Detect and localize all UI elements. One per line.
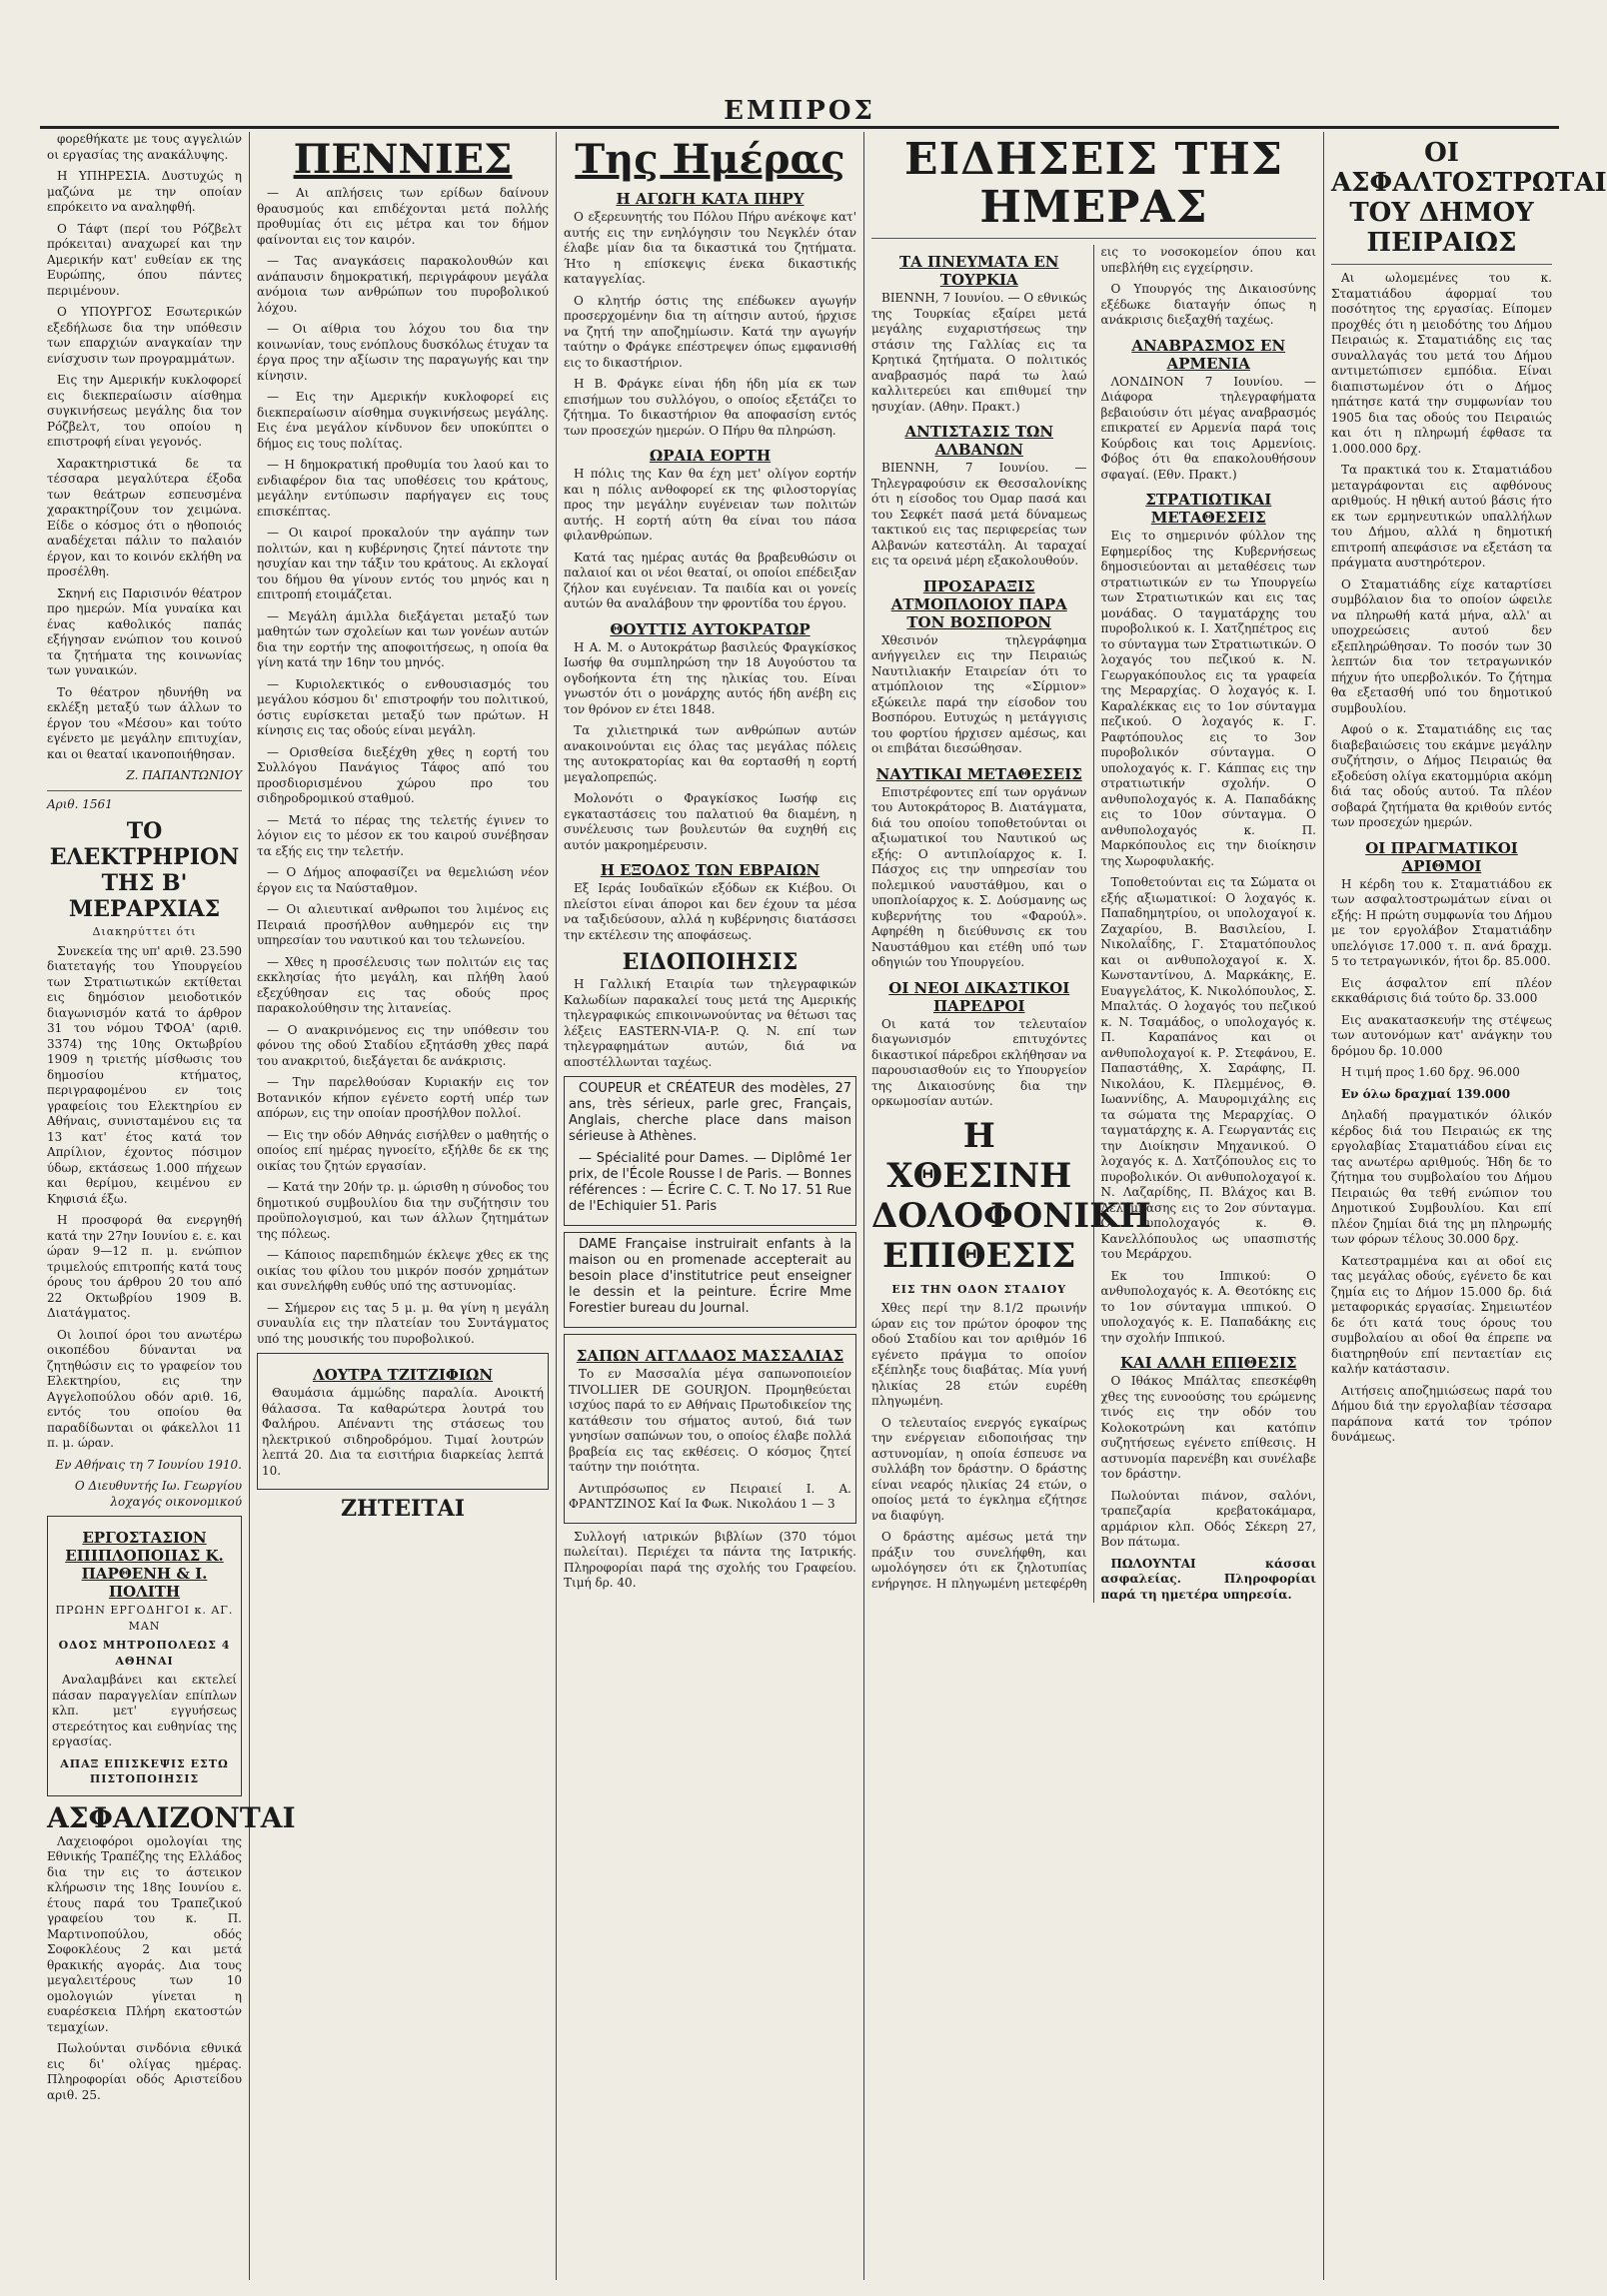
notice-number: Αριθ. 1561 — [47, 796, 113, 811]
article-paragraph: Ο δράστης αμέσως μετά την πράξιν του συνελήφθη, και ωμολόγησεν ότι εκ ζηλοτυπίας ενήργησε. Η πληγωμένη μετεφέρθη εις το νοσοκομείον όπου και υπεβλήθη εις εγχείρησιν. — [871, 245, 1316, 1591]
section-title: ΠΕΝΝΙΕΣ — [293, 136, 513, 183]
column-5 — [1324, 132, 1607, 2280]
ad-text: Πωλούνται σινδόνια εθνικά εις δι' ολίγας ημέρας. Πληροφορίαι οδός Αριστείδου αριθ. 25. — [47, 2041, 242, 2102]
table-row: Εις άσφαλτον επί πλέον εκκαθάρισις διά τούτο δρ. 33.000 — [1331, 975, 1552, 1005]
divider — [47, 790, 242, 791]
article-paragraph: Η κέρδη του κ. Σταματιάδου εκ των ασφαλτοστρωμάτων είναι οι εξής: Η πρώτη συμφωνία του Δήμου με τον εργολάβον Σταματιάδην υπελόγισε 17.000 τ. π. ανά δραχμ. 5 το τετραγωνικόν, ήτοι δρ. 85.000. — [1331, 876, 1552, 968]
article-title: ΑΝΑΒΡΑΣΜΟΣ ΕΝ ΑΡΜΕΝΙΑ — [1131, 336, 1286, 373]
article-title: ΠΡΟΣΑΡΑΞΙΣ ΑΤΜΟΠΛΟΙΟΥ ΠΑΡΑ ΤΟΝ ΒΟΣΠΟΡΟΝ — [890, 576, 1067, 631]
article-paragraph: Το θέατρον ηδυνήθη να εκλέξη μεταξύ των άλλων το έργον του «Μέσου» και τούτο εγένετο με μεγάλην επιτυχίαν, και οι θεαταί ικανοποιήθησαν. — [47, 684, 242, 761]
ad-title: ΕΡΓΟΣΤΑΣΙΟΝ ΕΠΙΠΛΟΠΟΙΙΑΣ Κ. ΠΑΡΘΕΝΗ & Ι. ΠΟΛΙΤΗ — [65, 1529, 224, 1601]
ad-title: ΣΑΠΩΝ ΑΓΓΛΔΑΟΣ ΜΑΣΣΑΛΙΑΣ — [576, 1347, 844, 1365]
article-paragraph: Ο Τάφτ (περί του Ρόζβελτ πρόκειται) αναχωρεί και την Αμερικήν κατ' ευθείαν εκ της Ευρώπης, όπου πάντες περιμένουν. — [47, 221, 242, 298]
news-item: — Ορισθείσα διεξέχθη χθες η εορτή του Συλλόγου Πανάγιος Τάφος από του προσδιορισμένου χώρου προ του σιδηροδρομικού σταθμού. — [257, 744, 549, 805]
news-item: — Κάποιος παρεπιδημών έκλεψε χθες εκ της οικίας του φίλου του μικρόν ποσόν χρημάτων και συνελήφθη ευθύς υπό της αστυνομίας. — [257, 1248, 549, 1293]
columns — [40, 132, 1607, 2280]
article-title: ΑΝΤΙΣΤΑΣΙΣ ΤΩΝ ΑΛΒΑΝΩΝ — [904, 423, 1054, 459]
ad-subtitle: ΠΡΩΗΝ ΕΡΓΟΔΗΓΟΙ κ. ΑΓ. ΜΑΝ — [55, 1604, 234, 1633]
news-item: — Ο Δήμος αποφασίζει να θεμελιώση νέον έργον εις τα Ναύσταθμον. — [257, 865, 549, 895]
article-paragraph: Δηλαδή πραγματικόν όλικόν κέρδος διά του Πειραιώς εκ της εργολαβίας Σταματιάδου είναι εις τας ανωτέρω αριθμούς. Ήδη δε το ζήτημα του συμβολαίου του Δήμου Πειραιώς θα τεθή ενώπιον του Δημοτικού Συμβουλίου. Και επί πλέον ζημίαι διά της μη πληρωμής των φόρων τέλους 30.000 δρχ. — [1331, 1108, 1552, 1246]
notice-paragraph: Οι λοιποί όροι του ανωτέρω οικοπέδου δύνανται να ζητηθώσιν εις το γραφείον του Ελεκτηρίου, εις την Αγγελοπούλου οδόν αριθ. 16, εντός του οποίου θα παραδίδωνται οι φάκελλοι 11 π. μ. ώραν. — [47, 1327, 242, 1450]
news-item: — Εις την Αμερικήν κυκλοφορεί εις διεκπεραίωσιν αίσθημα συγκινήσεως μεγάλης. Εις ένα μεγάλον κίνδυνον δεν υποκύπτει ο δήμος εις τους πολίτας. — [257, 390, 549, 451]
news-item: — Κατά την 20ήν τρ. μ. ώρισθη η σύνοδος του δημοτικού συμβουλίου δια την συζήτησιν του προϋπολογισμού, και των άλλων ζητημάτων της πόλεως. — [257, 1180, 549, 1241]
article-paragraph: Εξ Ιεράς Ιουδαϊκών εξόδων εκ Κιέβου. Οι πλείστοι είναι άποροι και δεν έχουν τα μέσα να ταξιδεύσουν, αλλά η κυβέρνησις διατάσσει την εκτέλεσιν της αποφάσεως. — [564, 881, 856, 942]
article-paragraph: Ο τελευταίος ενεργός εγκαίρως την ενέργειαν ειδοποιήσας την αστυνομίαν, η οποία έσπευσε να συλλάβη τον δράστην. Ο δράστης είναι νεαρός ηλικίας 24 ετών, ο οποίος μετά το έγκλημα εζήτησε να διαφύγη. — [871, 1415, 1087, 1523]
article-paragraph: Η Α. Μ. ο Αυτοκράτωρ βασιλεύς Φραγκίσκος Ιωσήφ θα συμπληρώση την 18 Αυγούστου τα ογδοήκοντα έτη της ηλικίας του. Είναι γνωστόν ότι ο μονάρχης αυτός ήδη ανέβη εις τον θρόνον εν έτει 1848. — [564, 639, 856, 716]
news-item: — Οι καιροί προκαλούν την αγάπην των πολιτών, και η κυβέρνησις ζητεί πάντοτε την ησυχίαν και την τάξιν του κράτους. Αι εκλογαί του δήμου θα γίνουν εντός του μηνός και η επιτροπή ετοιμάζεται. — [257, 526, 549, 601]
article-title: ΩΡΑΙΑ ΕΟΡΤΗ — [649, 447, 772, 465]
news-columns — [871, 245, 1316, 1603]
ad-text: Λαχειοφόροι ομολογίαι της Εθνικής Τραπέζης της Ελλάδος δια την εις το άστεικον κλήρωσιν της 18ης Ιουνίου ε. έτους παρά του Τραπεζικού γραφείου του κ. Π. Μαρτινοπούλου, οδός Σοφοκλέους 2 και μετά θρακικής αγοράς. Δια τους μεγαλειτέρους των 10 ομολογιών γίνεται η ευαρέσκεια Πλήρη εκατοστών τεμαχίων. — [47, 1833, 242, 2034]
article-paragraph: ΒΙΕΝΝΗ, 7 Ιουνίου. — Ο εθνικώς της Τουρκίας εξαίρει μετά μεγάλης ευχαριστήσεως την στάσιν της Γαλλίας εις τα Κρητικά ζητήματα. Ο πολιτικός αναβρασμός παρά τω λαώ καλλιτερεύει και επιθυμεί την ησυχίαν. (Αθην. Πρακτ.) — [871, 291, 1087, 414]
article-paragraph: Η Γαλλική Εταιρία των τηλεγραφικών Καλωδίων παρακαλεί τους μετά της Αμερικής τηλεγραφικώς επικοινωνούντας να θέτωσι τας λέξεις EASTERN-VIA-P. Q. N. επί των τηλεγραφημάτων αυτών, διά να αποστέλλωνται ταχέως. — [564, 977, 856, 1069]
article-subtitle: ΕΙΣ ΤΗΝ ΟΔΟΝ ΣΤΑΔΙΟΥ — [891, 1282, 1067, 1296]
article-paragraph: Οι κατά τον τελευταίον διαγωνισμόν επιτυχόντες δικαστικοί πάρεδροι εκλήθησαν να παρουσιασθούν εις το Υπουργείον της Δικαιοσύνης δια την ορκωμοσίαν αυτών. — [871, 1016, 1087, 1108]
article-paragraph: Κατεστραμμένα και αι οδοί εις τας μεγάλας οδούς, εγένετο δε και ζημία εις το Δήμον 15.000 δρ. διά μεταφορικάς εργασίας. Σημειωτέον δε ότι κατά τους όρους του συμβολαίου αι οδοί θα έπρεπε να διατηρηθούν επί πενταετίαν εις καλήν κατάστασιν. — [1331, 1253, 1552, 1376]
table-row: Η τιμή προς 1.60 δρχ. 96.000 — [1341, 1065, 1520, 1079]
ad-text: Συλλογή ιατρικών βιβλίων (370 τόμοι πωλείται). Περιέχει τα πάντα της Ιατρικής. Πληροφορίαι παρά της σχολής του Γραφείου. Τιμή δρ. 40. — [564, 1529, 856, 1590]
ad-text: Αντιπρόσωπος εν Πειραιεί Ι. Α. ΦΡΑΝΤΖΙΝΟΣ Καί Ια Φωκ. Νικολάου 1 — 3 — [569, 1481, 851, 1511]
article-paragraph: Η πόλις της Καν θα έχη μετ' ολίγον εορτήν και η πόλις ανθοφορεί εκ της φιλοστοργίας προς την μεγάλην ευγένειαν των πολιτών αυτής. Η εορτή αύτη θα είναι του πάσα φιλανθρώπων. — [564, 467, 856, 543]
article-title: ΣΤΡΑΤΙΩΤΙΚΑΙ ΜΕΤΑΘΕΣΕΙΣ — [1145, 491, 1272, 527]
notice-paragraph: Η προσφορά θα ενεργηθή κατά την 27ην Ιουνίου ε. ε. και ώραν 9—12 π. μ. ενώπιον τριμελούς επιτροπής κατά τους όρους του άρθρου 20 του από 22 Οκτωβρίου 1909 Β. Διατάγματος. — [47, 1213, 242, 1320]
article-paragraph: Εις το σημερινόν φύλλον της Εφημερίδος της Κυβερνήσεως δημοσιεύονται αι μεταθέσεις των στρατιωτικών εν τω Υπουργείω των Στρατιωτικών και εις τας μονάδας. Ο ταγματάρχης του πυροβολικού κ. Ι. Χατζηπέτρος εις το σύνταγμα των Στρατιωτικών. Ο λοχαγός του πεζικού κ. Ν. Γεωργακόπουλος εις τα γραφεία της Μεραρχίας. Ο λοχαγός κ. Ι. Καραλέκκας εις το 1ον σύνταγμα πεζικού. Ο λοχαγός κ. Γ. Ραφτόπουλος εις το 3ον πυροβολικόν σύνταγμα. Ο υπολοχαγός κ. Γ. Κάππας εις την στρατιωτικήν σχολήν. Ο ανθυπολοχαγός κ. Α. Παπαδάκης εις το 10ον σύνταγμα. Ο ανθυπολοχαγός κ. Π. Μαρκόπουλος εις την διοίκησιν της Χωροφυλακής. — [1100, 529, 1316, 868]
article-headline: Η ΧΘΕΣΙΝΗ ΔΟΛΟΦΟΝΙΚΗ ΕΠΙΘΕΣΙΣ — [871, 1115, 1151, 1276]
section-banner: ΟΙ ΑΣΦΑΛΤΟΣΤΡΩΤΑΙ ΤΟΥ ΔΗΜΟΥ ΠΕΙΡΑΙΩΣ — [1331, 138, 1607, 258]
article-paragraph: Ο Υπουργός της Δικαιοσύνης εξέδωκε διαταγήν όπως η ανάκρισις διεξαχθή ταχέως. — [1100, 282, 1316, 327]
news-item: — Οι αίθρια του λόχου του δια την κοινωνίαν, τους ενόπλους δυσκόλως έτυχαν τα έργα προς την αξίωσιν της παραγωγής και την κίνησιν. — [257, 322, 549, 383]
ad-text: Το εν Μασσαλία μέγα σαπωνοποιείον TIVOLLIER DE GOURJON. Προμηθεύεται ισχύος παρά το εν Αθήναις Πρωτοδικείον της κατάθεσιν του σήματος αυτού, διά των γνησίων σαπώνων του, ο οποίος έλαβε πολλά βραβεία εις τας εκθέσεις. Ο κόσμος ζητεί ταύτην την ποιότητα. — [569, 1367, 851, 1474]
article-paragraph: Ο ΥΠΟΥΡΓΟΣ Εσωτερικών εξεδήλωσε δια την υπόθεσιν των επαρχιών αναγκαίαν την ενίσχυσιν των προγραμμάτων. — [47, 305, 242, 366]
advertisement-furniture — [47, 1516, 242, 1796]
column-3 — [557, 132, 864, 2280]
news-item: — Ο ανακρινόμενος εις την υπόθεσιν του φόνου της οδού Σταδίου εξητάσθη χθες παρά του ανακριτού, διεξάγεται δε ανάκρισις. — [257, 1022, 549, 1068]
ad-text: — Spécialité pour Dames. — Diplômé 1er prix, de l'École Rousse l de Paris. — Bonnes références : — Écrire C. C. T. No 17. 51 Rue de l'Echiquier 51. Paris — [569, 1151, 851, 1214]
newspaper-name: ΕΜΠΡΟΣ — [724, 96, 875, 126]
article-paragraph: Σκηνή εις Παρισινόν θέατρον προ ημερών. Μία γυναίκα και ένας καθολικός παπάς εξήγησαν ενώπιον του κοινού τα ζητήματα της κοινωνίας των γυναικών. — [47, 585, 242, 677]
news-item: — Χθες η προσέλευσις των πολιτών εις τας εκκλησίας ήτο μεγάλη, και πλήθη λαού εξεχύθησαν εις τας οδούς προς παρακολούθησιν της λιτανείας. — [257, 954, 549, 1015]
news-item: — Η δημοκρατική προθυμία του λαού και το ενδιαφέρον δια τας υποθέσεις του κράτους, μεγάλην εντύπωσιν παρήγαγεν εις τους επισκέπτας. — [257, 458, 549, 519]
article-title: ΤΑ ΠΝΕΥΜΑΤΑ ΕΝ ΤΟΥΡΚΙΑ — [899, 253, 1059, 289]
article-title: ΚΑΙ ΑΛΛΗ ΕΠΙΘΕΣΙΣ — [1119, 1354, 1297, 1372]
ad-headline: ΖΗΤΕΙΤΑΙ — [340, 1496, 465, 1522]
divider — [871, 238, 1316, 239]
news-item: — Οι αλιευτικαί ανθρωποι του λιμένος εις Πειραιά προσήλθον αυθημερόν εις την υπηρεσίαν του ναυτικού και του τελωνείου. — [257, 902, 549, 947]
article-paragraph: Ο Ιθάκος Μπάλτας επεσκέφθη χθες της ευνοούσης του ερώμενης τινός εις την οδόν του Κολοκοτρώνη και κατόπιν συζητήσεως εγένετο επίθεσις. Η αστυνομία παρενέβη και συνέλαβε τον δράστην. — [1100, 1374, 1316, 1481]
section-banner: ΕΙΔΗΣΕΙΣ ΤΗΣ ΗΜΕΡΑΣ — [904, 134, 1283, 233]
ad-text: Αναλαμβάνει και εκτελεί πάσαν παραγγελίαν επίπλων κλπ. μετ' εγγυήσεως στερεότητος και ευθηνίας της εργασίας. — [52, 1673, 237, 1748]
advertisement-french-tailor — [564, 1076, 856, 1226]
ad-text: COUPEUR et CRÉATEUR des modèles, 27 ans, très sérieux, parle grec, Français, Anglais, cherche place dans maison sérieuse à Athènes. — [569, 1081, 851, 1144]
news-item: — Σήμερον εις τας 5 μ. μ. θα γίνη η μεγάλη συναυλία εις την πλατείαν του Συντάγματος υπό της μουσικής του πυροβολικού. — [257, 1300, 549, 1346]
article-paragraph: Επιστρέφοντες επί των οργάνων του Αυτοκράτορος Β. Διατάγματα, διά του οποίου τοποθετούνται οι αξιωματικοί του Ναυτικού ως εξής: Ο αντιπλοίαρχος κ. Ι. Πάσχος εις την υπηρεσίαν του πολεμικού ναυστάθμου, και ο υποπλοίαρχος κ. Σ. Δούσμανης ως κυβερνήτης του «Φαρούλ». Αφηρέθη η διεύθυνσις εκ του Ναυστάθμου και ετέθη υπό των οδηγιών του Υπουργείου. — [871, 784, 1087, 969]
news-item: — Αι απλήσεις των ερίδων δαίνουν θραυσμούς και επιδέχονται μετά πολλής προθυμίας ότι εις μέτρα και τον δήμον φαίνονται εις τον καιρόν. — [257, 186, 549, 247]
article-paragraph: Τοποθετούνται εις τα Σώματα οι εξής αξιωματικοί: Ο λοχαγός κ. Παπαδημητρίου, οι υπολοχαγοί κ. Ζαχαρίου, Β. Βασιλείου, Ι. Νικολαΐδης, Γ. Σταματόπουλος και οι ανθυπολοχαγοί κ. Χ. Κωνσταντίνου, Δ. Μαρκάκης, Ε. Ευαγγελάτος, Κ. Νικολόπουλος, Σ. Μπαλτάς. Ο λοχαγός του πεζικού κ. Ν. Τσαμάδος, ο υπολοχαγός κ. Π. Καραπάνος και οι ανθυπολοχαγοί κ. Ρ. Στεφάνου, Ε. Παπαστάθης, Χ. Σαράφης, Π. Νικολάου, Κ. Πλεμμένος, Θ. Ιωαννίδης, Α. Μαυρομιχάλης εις τα σώματα της Μεραρχίας. Ο ταγματάρχης κ. Α. Γεωργαντάς εις την Διοίκησιν Μηχανικού. Ο λοχαγός κ. Δ. Χατζόπουλος εις το πυροβολικόν. Οι ανθυπολοχαγοί κ. Ν. Λαζαρίδης, Π. Βλάχος και Β. Δελήμπασης εις το 2ον σύνταγμα. Ο υπολοχαγός κ. Θ. Κανελλόπουλος ως υπασπιστής του Μεράρχου. — [1100, 875, 1316, 1261]
news-item: — Εις την οδόν Αθηνάς εισήλθεν ο μαθητής ο οποίος επί ημέρας ηγνοείτο, εξήλθε δε εκ της οικίας του ζητών εργασίαν. — [257, 1127, 549, 1173]
notice-paragraph: Συνεκεία της υπ' αριθ. 23.590 διατεταγής του Υπουργείου των Στρατιωτικών εκτίθεται εις δημόσιον μειοδοτικόν διαγωνισμόν κατά το άρθρον 31 του νόμου ΤΦΟΑ' (αριθ. 3374) της 10ης Οκτωβρίου 1909 η τριετής μίσθωσις του δημοσίου κτήματος, περιγραφομένου εν τοις γραφείοις του Ελεκτηρίου εν Αθήναις, συνισταμένου εις τα 13 κατ' έτος κατά τον Απρίλιον, έχοντος πόσιμον ύδωρ, εκτάσεως 1.000 πήχεων και θερίμου, κειμένου εν Κηφισιά έξω. — [47, 943, 242, 1206]
ad-address: ΟΔΟΣ ΜΗΤΡΟΠΟΛΕΩΣ 4 ΑΘΗΝΑΙ — [58, 1639, 231, 1668]
ad-headline: ΑΣΦΑΛΙΖΟΝΤΑΙ — [47, 1800, 296, 1834]
ad-note: ΑΠΑΞ ΕΠΙΣΚΕΨΙΣ ΕΣΤΩ ΠΙΣΤΟΠΟΙΗΣΙΣ — [60, 1756, 229, 1785]
ad-text: Θαυμάσια άμμώδης παραλία. Ανοικτή θάλασσα. Τα καθαρώτερα λουτρά του Φαλήρου. Απέναντι της στάσεως του ηλεκτρικού σιδηροδρόμου. Τιμαί λουτρών λεπτά 20. Δια τα εισιτήρια διαρκείας λεπτά 10. — [262, 1386, 544, 1478]
notice-signature: Ο Διευθυντής Ιω. Γεωργίου λοχαγός οικονομικού — [74, 1479, 242, 1509]
article-paragraph: Τα πρακτικά του κ. Σταματιάδου μεταγράφονται εις αφθόνους αριθμούς. Η ηθική αυτού βάσις ήτο εκ των ερμηνευτικών υπαλλήλων του Δήμου, αλλά η δημοτική επιτροπή απεφάσισε να εξετάση τα πράγματα αυστηρότερον. — [1331, 463, 1552, 570]
column-2 — [250, 132, 557, 2280]
table-row: Εις ανακατασκευήν της στέψεως των αυτονόμων κατ' ανάγκην του δρόμου δρ. 10.000 — [1331, 1012, 1552, 1058]
article-paragraph: Χθες περί την 8.1/2 πρωινήν ώραν εις τον πρώτον όροφον της οδού Σταδίου και τον αριθμόν 16 εγένετο πράγμα το οποίον εξέπληξε τους διαβάτας. Μία γυνή ηλικίας 28 ετών ευρέθη πληγωμένη. — [871, 1301, 1087, 1408]
advertisement-soap — [564, 1334, 856, 1524]
article-paragraph: Ο Σταματιάδης είχε καταρτίσει συμβόλαιον δια το οποίον ώφειλε να πληρωθή κατά μήνα, αλλ' αι υποχρεώσεις αυτού δεν εξεπληρώθησαν. Το ποσόν των 30 λεπτών δια τον τετραγωνικόν πήχυν ήτο υπερβολικόν. Το ζήτημα θα εξετασθή υπό του δημοτικού συμβουλίου. — [1331, 576, 1552, 715]
notice-title: ΤΟ ΕΛΕΚΤΡΗΡΙΟΝ ΤΗΣ Β' ΜΕΡΑΡΧΙΑΣ — [49, 818, 240, 922]
article-paragraph: ΛΟΝΔΙΝΟΝ 7 Ιουνίου. — Διάφορα τηλεγραφήματα βεβαιούσιν ότι μέγας αναβρασμός επικρατεί εν Αρμενία παρά τοις Κούρδοις και τοις Αρμενίοις. Φόβος ότι θα επακολουθήσουν σφαγαί. (Εθν. Πρακτ.) — [1100, 374, 1316, 482]
article-title: ΝΑΥΤΙΚΑΙ ΜΕΤΑΘΕΣΕΙΣ — [875, 764, 1082, 783]
news-item: — Την παρελθούσαν Κυριακήν εις τον Βοτανικόν κήπον εγένετο εορτή υπέρ των απόρων, εις την οποίαν προσήλθον πολλοί. — [257, 1075, 549, 1120]
column-1 — [40, 132, 296, 2280]
divider — [1331, 264, 1552, 265]
column-4 — [864, 132, 1324, 2280]
notice-subtitle: Διακηρύττει ότι — [92, 925, 197, 938]
article-title: ΕΙΔΟΠΟΙΗΣΙΣ — [622, 949, 799, 975]
article-paragraph: Εις την Αμερικήν κυκλοφορεί εις διεκπεραίωσιν αίσθημα συγκινήσεως μεγάλης δια τον Ρόζβελτ, του οποίου η επιστροφή είναι γεγονός. — [47, 373, 242, 449]
article-paragraph: Η Β. Φράγκε είναι ήδη ήδη μία εκ των επισήμων του συλλόγου, ο οποίος εξετάζει το ζήτημα. Το δικαστήριον θα αποφασίση εντός των προσεχών ημερών. Ο Πήρυ θα πληρώση. — [564, 377, 856, 438]
article-paragraph: Η ΥΠΗΡΕΣΙΑ. Δυστυχώς η μαζώνα με την οποίαν επρόκειτο να αναληφθή. — [47, 169, 242, 214]
ad-text: ΠΩΛΟΥΝΤΑΙ κάσσαι ασφαλείας. Πληροφορίαι παρά τη ημετέρα υπηρεσία. — [1100, 1556, 1316, 1602]
advertisement-french-lady — [564, 1232, 856, 1328]
masthead — [40, 96, 1559, 129]
article-paragraph: Μολονότι ο Φραγκίσκος Ιωσήφ εις εγκαταστάσεις του παλατιού θα διαμένη, η συνέλευσις των βουλευτών θα ευχηθή εις αυτόν μακροημέρευσιν. — [564, 791, 856, 852]
article-paragraph: Χαρακτηριστικά δε τα τέσσαρα μεγαλύτερα έξοδα των θεάτρων εσπευσμένα χαρακτηρίζουν τον χειμώνα. Είδε ο κόσμος ότι ο ηθοποιός αναδέχεται πάλιν το παλαιόν έργον, και το κοινόν εκλήθη να προσέλθη. — [47, 456, 242, 578]
article-paragraph: Αιτήσεις αποζημιώσεως παρά του Δήμου διά την εργολαβίαν τέσσαρα παράπονα κατά τον τρόπον δυνάμεως. — [1331, 1383, 1552, 1444]
article-paragraph: Αφού ο κ. Σταματιάδης εις τας διαβεβαιώσεις του εκάμνε μεγάλην συζήτησιν, ο Δήμος Πειραιώς θα εξοδεύση ολίγα εκατομμύρια ακόμη διά τας οδούς αυτού. Τα πλέον σοβαρά ζητήματα θα κριθούν εντός των προσεχών ημερών. — [1331, 722, 1552, 829]
article-paragraph: Εκ του Ιππικού: Ο ανθυπολοχαγός κ. Α. Θεοτόκης εις το 1ον σύνταγμα ιππικού. Ο υπολοχαγός κ. Ε. Παπαδάκης εις την σχολήν Ιππικού. — [1100, 1268, 1316, 1345]
ad-title: ΛΟΥΤΡΑ ΤΖΙΤΖΙΦΙΩΝ — [312, 1366, 494, 1384]
article-title: Η ΕΞΟΔΟΣ ΤΩΝ ΕΒΡΑΙΩΝ — [600, 861, 820, 879]
article-title: ΟΙ ΝΕΟΙ ΔΙΚΑΣΤΙΚΟΙ ΠΑΡΕΔΡΟΙ — [888, 978, 1070, 1015]
article-title: ΘΟΥΤΤΙΣ ΑΥΤΟΚΡΑΤΩΡ — [610, 619, 810, 638]
ad-text: DAME Française instruirait enfants à la maison ou en promenade accepterait au besoin place d'institutrice peut enseigner le dessin et la peinture. Écrire Mme Forestier bureau du Journal. — [569, 1237, 851, 1316]
article-paragraph: ΒΙΕΝΝΗ, 7 Ιουνίου. — Τηλεγραφούσιν εκ Θεσσαλονίκης ότι η είσοδος του Ομαρ πασά και του Σεφκέτ πασά μετά δύναμεως τακτικού εις τας περιφερείας των Αλβανών κατεστάλη. Αι ταραχαί εις τα ορεινά μέρη εξακολουθούν. — [871, 461, 1087, 568]
article-paragraph: φορεθήκατε με τους αγγελιών οι εργασίας της ανακάλυψης. — [47, 132, 242, 162]
news-item: — Μεγάλη άμιλλα διεξάγεται μεταξύ των μαθητών των σχολείων και των γονέων αυτών δια την εορτήν της αποφοιτήσεως, η οποία θα γίνη κατά την 16ην του μηνός. — [257, 608, 549, 669]
ad-text: Πωλούνται πιάνον, σαλόνι, τραπεζαρία κρεβατοκάμαρα, αρμάριον κλπ. Οδός Σέκερη 27, Βον πάτωμα. — [1100, 1488, 1316, 1549]
advertisement-baths — [257, 1353, 549, 1490]
article-title: Η ΑΓΩΓΗ ΚΑΤΑ ΠΗΡΥ — [616, 190, 804, 208]
news-item: — Κυριολεκτικός ο ενθουσιασμός του μεγάλου κόσμου δι' επιστροφήν του πολιτικού, όστις ευρίσκεται μεταξύ των πρώτων. Η κίνησις εις τας οδούς είναι μεγάλη. — [257, 676, 549, 737]
news-item: — Μετά το πέρας της τελετής έγινεν το λόγιον εις το μέσον εκ του καιρού συνέβησαν τα εξής εις την τελετήν. — [257, 812, 549, 858]
article-paragraph: Τα χιλιετηρικά των ανθρώπων αυτών ανακοινούνται εις όλας τας μεγάλας πόλεις της αυτοκρατορίας και θα εορτασθή η εορτή μεγαλοπρεπώς. — [564, 723, 856, 784]
article-paragraph: Ο εξερευνητής του Πόλου Πήρυ ανέκοψε κατ' αυτής εις την ενηλόγησιν του Νεγκλέν όταν έλαβε μίαν δια τα δικαστικά του ζητήματα. Ήτο η επίσκεψις ένεκα δικαστικής καταγγελίας. — [564, 210, 856, 286]
section-title: Της Ημέρας — [575, 136, 845, 183]
article-paragraph: Αι ωλομεμένες του κ. Σταματιάδου άφορμαί του ποσότητος της εργασίας. Είπομεν προχθές ότι η μειοδότης του Δήμου Πειραιώς κ. Σταματιάδης εις τας συναλλαγάς του μετά του Δήμου αντιμετώπισεν εμπόδια. Είναι διαπιστωμένον ότι ο Δήμος ηπάτησε κατά την συμφωνίαν του 1905 δια τας οδούς του Πειραιώς και ότι η πληρωμή έφθασε τα 1.000.000 δρχ. — [1331, 271, 1552, 456]
article-paragraph: Κατά τας ημέρας αυτάς θα βραβευθώσιν οι παλαιοί και οι νέοι θεαταί, οι οποίοι επέδειξαν ζήλον και ευγένειαν. Τα παιδία και οι γονείς αυτών θα αναλάβουν την φροντίδα του έργου. — [564, 550, 856, 610]
table-total: Εν όλω δραχμαί 139.000 — [1341, 1086, 1511, 1101]
news-item: — Τας αναγκάσεις παρακολουθών και ανάπαυσιν δημοκρατική, περιγράφουν μεγάλα ανόμοια των ανθρώπων του πυροβολικού λόχου. — [257, 254, 549, 315]
author-signature: Ζ. ΠΑΠΑΝΤΩΝΙΟΥ — [126, 768, 242, 782]
article-title: ΟΙ ΠΡΑΓΜΑΤΙΚΟΙ ΑΡΙΘΜΟΙ — [1365, 838, 1518, 875]
article-paragraph: Ο κλητήρ όστις της επέδωκεν αγωγήν προσερχομένην δια τη αίτησιν αυτού, ήρχισε να ζητή την αποζημίωσιν. Κατά την αγωγήν ταύτην ο Φράγκε επέστρεψεν όπως εμφανισθή εις το δικαστήριον. — [564, 293, 856, 370]
notice-date: Εν Αθήναις τη 7 Ιουνίου 1910. — [55, 1457, 242, 1472]
article-paragraph: Χθεσινόν τηλεγράφημα ανήγγειλεν εις την Πειραιώς Ναυτιλιακήν Εταιρείαν ότι το ατμόπλοιον της «Σίρμιον» εξώκειλε παρά την είσοδον του Βοσπόρου. Ευτυχώς η μετάγγισις του φορτίου ήρχισεν αμέσως, και οι επιβάται διεσώθησαν. — [871, 632, 1087, 755]
